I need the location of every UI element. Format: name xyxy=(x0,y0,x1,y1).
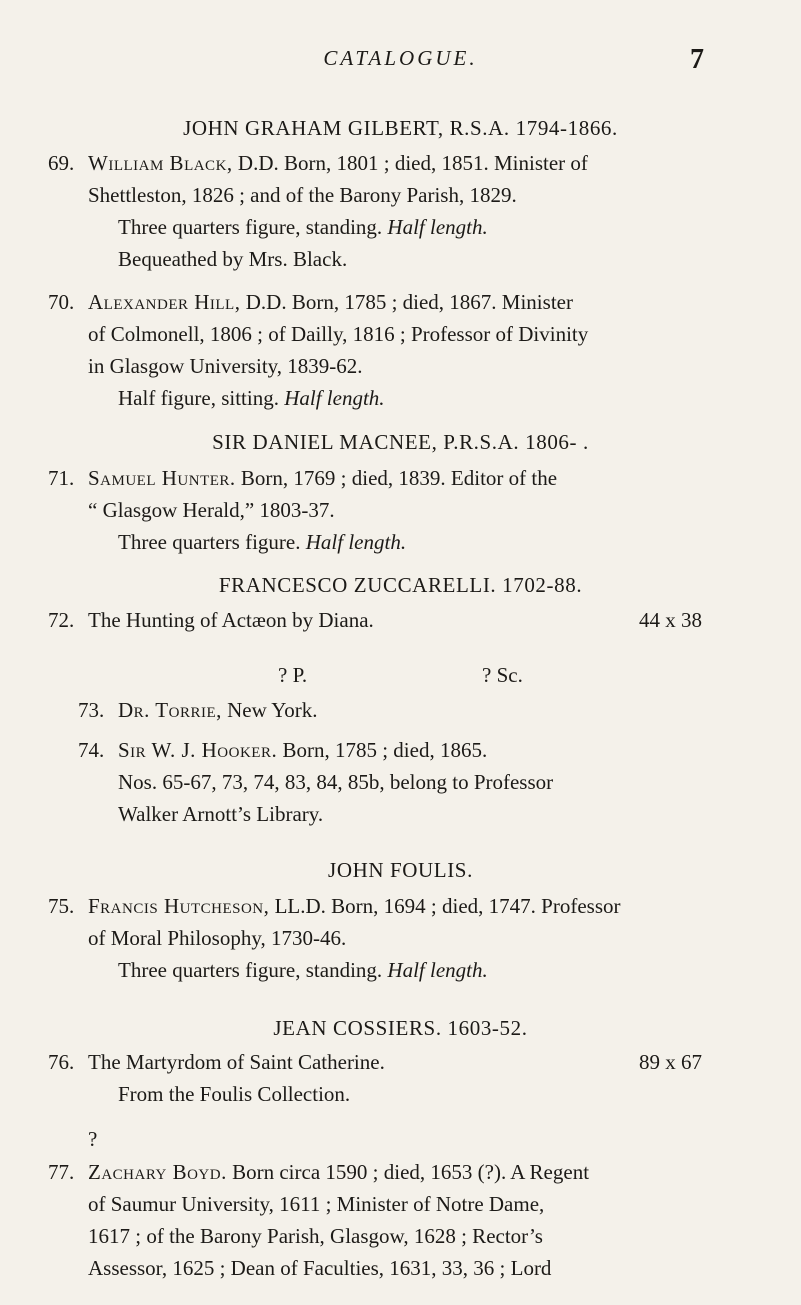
description: Three quarters figure. xyxy=(118,530,301,554)
entry-title: The Martyrdom of Saint Catherine. xyxy=(88,1050,385,1074)
entry-text: New York. xyxy=(227,698,318,722)
entry-desc xyxy=(118,215,488,240)
artist-heading: JEAN COSSIERS. 1603-52. xyxy=(273,1016,528,1040)
size: Half length. xyxy=(305,530,407,554)
entry-line: From the Foulis Collection. xyxy=(118,1082,351,1106)
artist-heading-right: ? Sc. xyxy=(482,663,523,687)
entry-provenance: Bequeathed by Mrs. Black. xyxy=(118,247,348,271)
entry-number: 71. xyxy=(48,466,75,490)
entry-line: “ Glasgow Herald,” 1803-37. xyxy=(88,498,335,522)
sitter-name: Zachary Boyd. xyxy=(88,1160,227,1184)
entry-line: Assessor, 1625 ; Dean of Faculties, 1631, 33, 36 ; Lord xyxy=(88,1256,552,1280)
description: Three quarters figure, standing. xyxy=(118,215,383,239)
sitter-name: Sir W. J. Hooker. xyxy=(118,738,278,762)
size: Half length. xyxy=(387,958,488,982)
description: Half figure, sitting. xyxy=(118,386,279,410)
entry-number: 77. xyxy=(48,1160,75,1184)
description: Three quarters figure, standing. xyxy=(118,958,383,982)
sitter-name: Alexander Hill, xyxy=(88,290,241,314)
entry-number: 69. xyxy=(48,151,75,175)
entry-first-line xyxy=(118,738,487,763)
entry-title: The Hunting of Actæon by Diana. xyxy=(88,608,374,632)
entry-text: D.D. Born, 1801 ; died, 1851. Minister of xyxy=(237,151,588,175)
entry-line: Walker Arnott’s Library. xyxy=(118,802,324,826)
entry-line: in Glasgow University, 1839-62. xyxy=(88,354,363,378)
sitter-name: Francis Hutcheson, xyxy=(88,894,270,918)
entry-line: of Colmonell, 1806 ; of Dailly, 1816 ; Professor of Divinity xyxy=(88,322,589,346)
artist-heading: FRANCESCO ZUCCARELLI. 1702-88. xyxy=(218,573,583,597)
sitter-name: Dr. Torrie, xyxy=(118,698,222,722)
entry-line: Shettleston, 1826 ; and of the Barony Parish, 1829. xyxy=(88,183,517,207)
entry-first-line xyxy=(118,698,318,723)
entry-number: 70. xyxy=(48,290,75,314)
entry-text: LL.D. Born, 1694 ; died, 1747. Professor xyxy=(274,894,621,918)
sitter-name: William Black, xyxy=(88,151,233,175)
entry-number: 75. xyxy=(48,894,75,918)
sitter-name: Samuel Hunter. xyxy=(88,466,236,490)
entry-text: Born circa 1590 ; died, 1653 (?). A Regent xyxy=(232,1160,590,1184)
entry-first-line xyxy=(88,894,621,919)
entry-line: of Moral Philosophy, 1730-46. xyxy=(88,926,347,950)
entry-first-line xyxy=(88,466,557,491)
artist-heading: JOHN GRAHAM GILBERT, R.S.A. 1794-1866. xyxy=(183,116,618,140)
entry-desc xyxy=(118,530,406,555)
entry-line: 1617 ; of the Barony Parish, Glasgow, 1628 ; Rector’s xyxy=(88,1224,543,1248)
entry-desc xyxy=(118,386,385,411)
artist-heading-left: ? P. xyxy=(278,663,308,687)
entry-number: 72. xyxy=(48,608,75,632)
entry-text: Born, 1769 ; died, 1839. Editor of the xyxy=(240,466,558,490)
entry-text: D.D. Born, 1785 ; died, 1867. Minister xyxy=(245,290,573,314)
entry-first-line xyxy=(88,151,588,176)
entry-line: of Saumur University, 1611 ; Minister of Notre Dame, xyxy=(88,1192,545,1216)
entry-desc xyxy=(118,958,488,983)
page-number: 7 xyxy=(690,44,704,75)
entry-number: 76. xyxy=(48,1050,75,1074)
size: Half length. xyxy=(387,215,488,239)
dimensions: 44 x 38 xyxy=(639,608,702,632)
artist-heading: SIR DANIEL MACNEE, P.R.S.A. 1806- . xyxy=(212,430,589,454)
running-title: CATALOGUE. xyxy=(323,46,478,70)
artist-heading-unknown: ? xyxy=(88,1127,98,1151)
entry-text: Born, 1785 ; died, 1865. xyxy=(282,738,488,762)
entry-first-line xyxy=(88,1160,589,1185)
entry-number: 74. xyxy=(78,738,105,762)
dimensions: 89 x 67 xyxy=(639,1050,702,1074)
entry-first-line xyxy=(88,290,573,315)
artist-heading: JOHN FOULIS. xyxy=(328,858,473,882)
entry-number: 73. xyxy=(78,698,105,722)
entry-line: Nos. 65-67, 73, 74, 83, 84, 85b, belong to Professor xyxy=(118,770,554,794)
size: Half length. xyxy=(284,386,385,410)
